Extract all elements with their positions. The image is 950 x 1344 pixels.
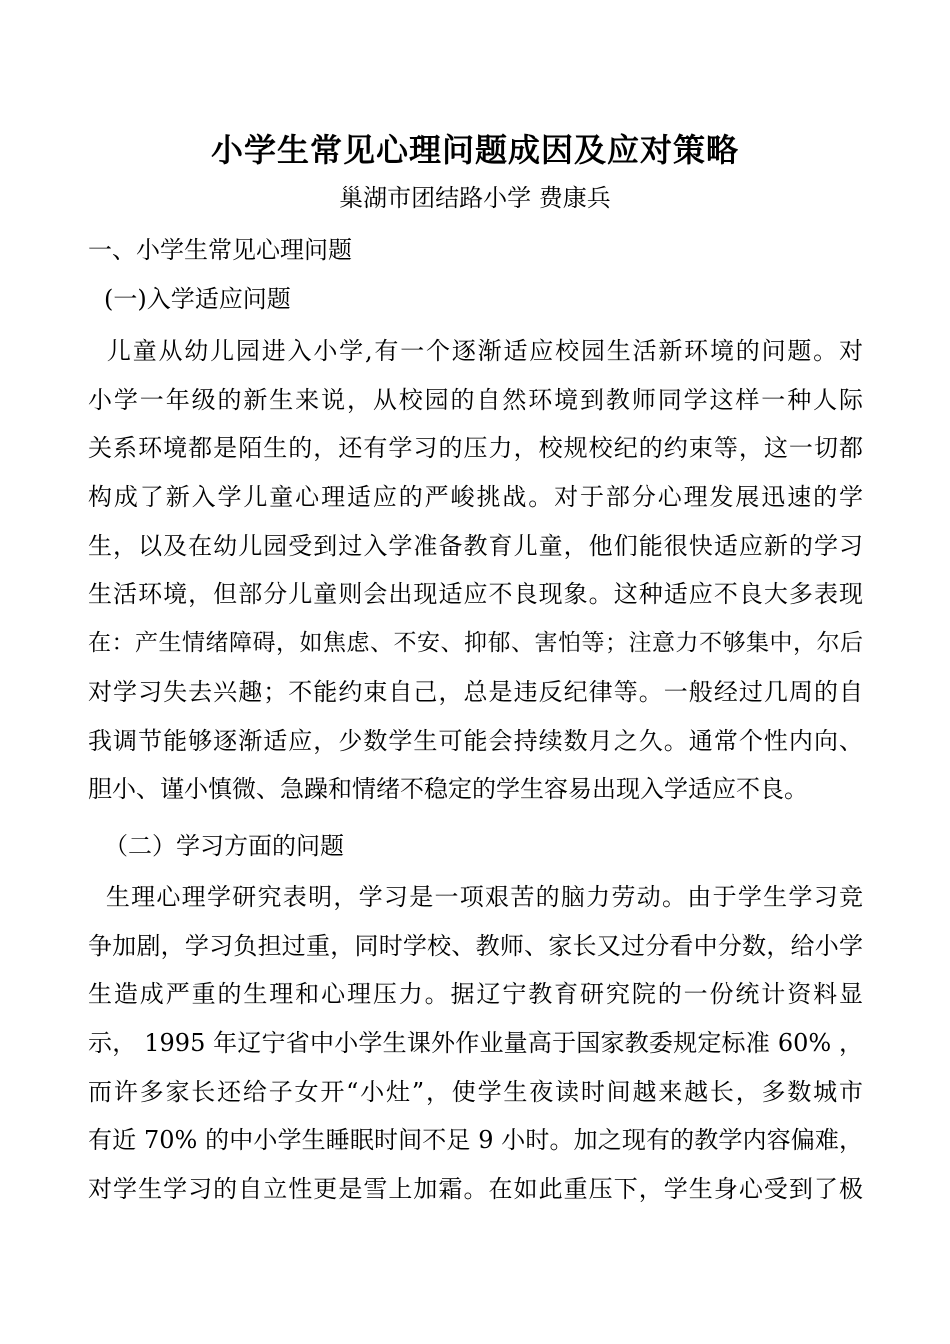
subsection-heading-2: （二）学习方面的问题 xyxy=(104,832,344,860)
paragraph-line: 我调节能够逐渐适应，少数学生可能会持续数月之久。通常个性内向、 xyxy=(88,726,863,755)
paragraph-line: 生造成严重的生理和心理压力。据辽宁教育研究院的一份统计资料显 xyxy=(88,980,863,1009)
paragraph-line: 生，以及在幼儿园受到过入学准备教育儿童，他们能很快适应新的学习 xyxy=(88,531,863,560)
subsection-heading-1: (一)入学适应问题 xyxy=(104,285,291,313)
paragraph-line: 生理心理学研究表明，学习是一项艰苦的脑力劳动。由于学生学习竞 xyxy=(88,883,863,911)
paragraph-line: 争加剧，学习负担过重，同时学校、教师、家长又过分看中分数，给小学 xyxy=(88,931,863,960)
paragraph-line: 儿童从幼儿园进入小学,有一个逐渐适应校园生活新环境的问题。对 xyxy=(88,337,863,365)
paragraph-1 xyxy=(88,327,863,814)
paragraph-line: 对学生学习的自立性更是雪上加霜。在如此重压下，学生身心受到了极 xyxy=(88,1175,863,1204)
paragraph-line: 示， 1995 年辽宁省中小学生课外作业量高于国家教委规定标准 60% ， xyxy=(88,1029,863,1058)
author-line: 巢湖市团结路小学 费康兵 xyxy=(339,184,611,212)
paragraph-line: 生活环境，但部分儿童则会出现适应不良现象。这种适应不良大多表现 xyxy=(88,580,863,609)
paragraph-line: 有近 70% 的中小学生睡眠时间不足 9 小时。加之现有的教学内容偏难， xyxy=(88,1126,863,1155)
paragraph-2 xyxy=(88,873,863,1214)
paragraph-line: 构成了新入学儿童心理适应的严峻挑战。对于部分心理发展迅速的学 xyxy=(88,483,863,512)
paragraph-line: 在：产生情绪障碍，如焦虑、不安、抑郁、害怕等；注意力不够集中，尔后 xyxy=(88,630,863,657)
paragraph-line: 胆小、谨小慎微、急躁和情绪不稳定的学生容易出现入学适应不良。 xyxy=(88,775,808,804)
section-heading-1: 一、小学生常见心理问题 xyxy=(88,236,352,264)
paragraph-line: 关系环境都是陌生的，还有学习的压力，校规校纪的约束等，这一切都 xyxy=(88,434,863,463)
document-title: 小学生常见心理问题成因及应对策略 xyxy=(210,131,739,169)
paragraph-line: 小学一年级的新生来说，从校园的自然环境到教师同学这样一种人际 xyxy=(88,385,863,414)
paragraph-line: 对学习失去兴趣；不能约束自己，总是违反纪律等。一般经过几周的自 xyxy=(88,677,863,706)
paragraph-line: 而许多家长还给子女开“小灶”，使学生夜读时间越来越长，多数城市 xyxy=(88,1077,863,1106)
